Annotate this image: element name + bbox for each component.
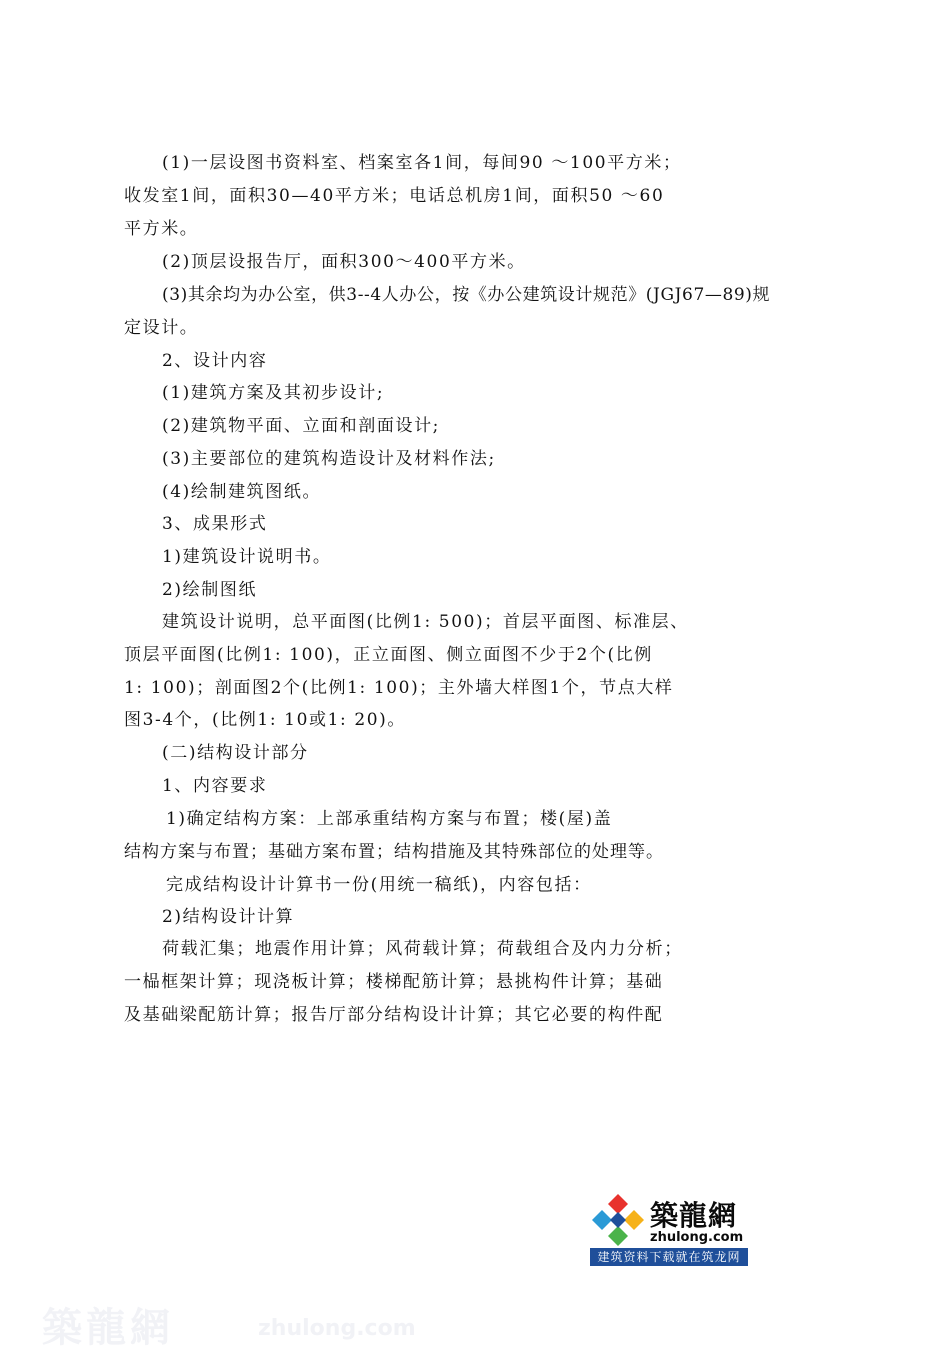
text-line: (1)建筑方案及其初步设计; xyxy=(162,383,385,403)
diamond-logo-icon xyxy=(592,1194,644,1246)
text-line: 收发室1间，面积30—40平方米；电话总机房1间，面积50 ～60 xyxy=(124,186,665,206)
logo-slogan: 建筑资料下载就在筑龙网 xyxy=(590,1248,748,1266)
text-line: 完成结构设计计算书一份(用统一稿纸)，内容包括： xyxy=(166,875,592,895)
text-line: 一榀框架计算；现浇板计算；楼梯配筋计算；悬挑构件计算；基础 xyxy=(124,972,664,992)
text-line: 1)确定结构方案：上部承重结构方案与布置；楼(屋)盖 xyxy=(166,809,613,829)
zhulong-logo xyxy=(590,1188,748,1266)
watermark-domain: zhulong.com xyxy=(258,1316,416,1341)
section-heading: 1、内容要求 xyxy=(162,776,268,796)
text-line: 1: 100)；剖面图2个(比例1: 100)；主外墙大样图1个，节点大样 xyxy=(124,678,674,698)
text-line: (2)顶层设报告厅，面积300～400平方米。 xyxy=(162,252,526,272)
text-line: 2)结构设计计算 xyxy=(162,907,295,927)
logo-name: 築龍網 xyxy=(650,1199,738,1232)
text-line: 建筑设计说明，总平面图(比例1: 500)；首层平面图、标准层、 xyxy=(162,612,689,632)
section-heading: 2、设计内容 xyxy=(162,351,268,371)
text-line: 图3-4个，(比例1: 10或1: 20)。 xyxy=(124,710,406,730)
text-line: (3)主要部位的建筑构造设计及材料作法; xyxy=(162,449,496,469)
text-line: 平方米。 xyxy=(124,219,199,239)
text-line: 荷载汇集；地震作用计算；风荷载计算；荷载组合及内力分析； xyxy=(162,939,683,959)
text-line: 顶层平面图(比例1: 100)，正立面图、侧立面图不少于2个(比例 xyxy=(124,645,653,665)
text-line: (2)建筑物平面、立面和剖面设计; xyxy=(162,416,441,436)
watermark-name: 築龍網 xyxy=(42,1304,174,1351)
section-heading: (二)结构设计部分 xyxy=(162,743,309,763)
text-line: 结构方案与布置；基础方案布置；结构措施及其特殊部位的处理等。 xyxy=(124,842,664,862)
text-line: 1)建筑设计说明书。 xyxy=(162,547,332,567)
text-line: 定设计。 xyxy=(124,318,199,338)
text-line: 及基础梁配筋计算；报告厅部分结构设计计算；其它必要的构件配 xyxy=(124,1005,664,1025)
text-line: (3)其余均为办公室，供3--4人办公，按《办公建筑设计规范》(JGJ67—89)规 xyxy=(162,285,771,305)
text-line: (1)一层设图书资料室、档案室各1间，每间90 ～100平方米； xyxy=(162,153,682,173)
logo-domain: zhulong.com xyxy=(650,1230,744,1245)
text-line: 2)绘制图纸 xyxy=(162,580,258,600)
text-line: (4)绘制建筑图纸。 xyxy=(162,482,322,502)
section-heading: 3、成果形式 xyxy=(162,514,268,534)
